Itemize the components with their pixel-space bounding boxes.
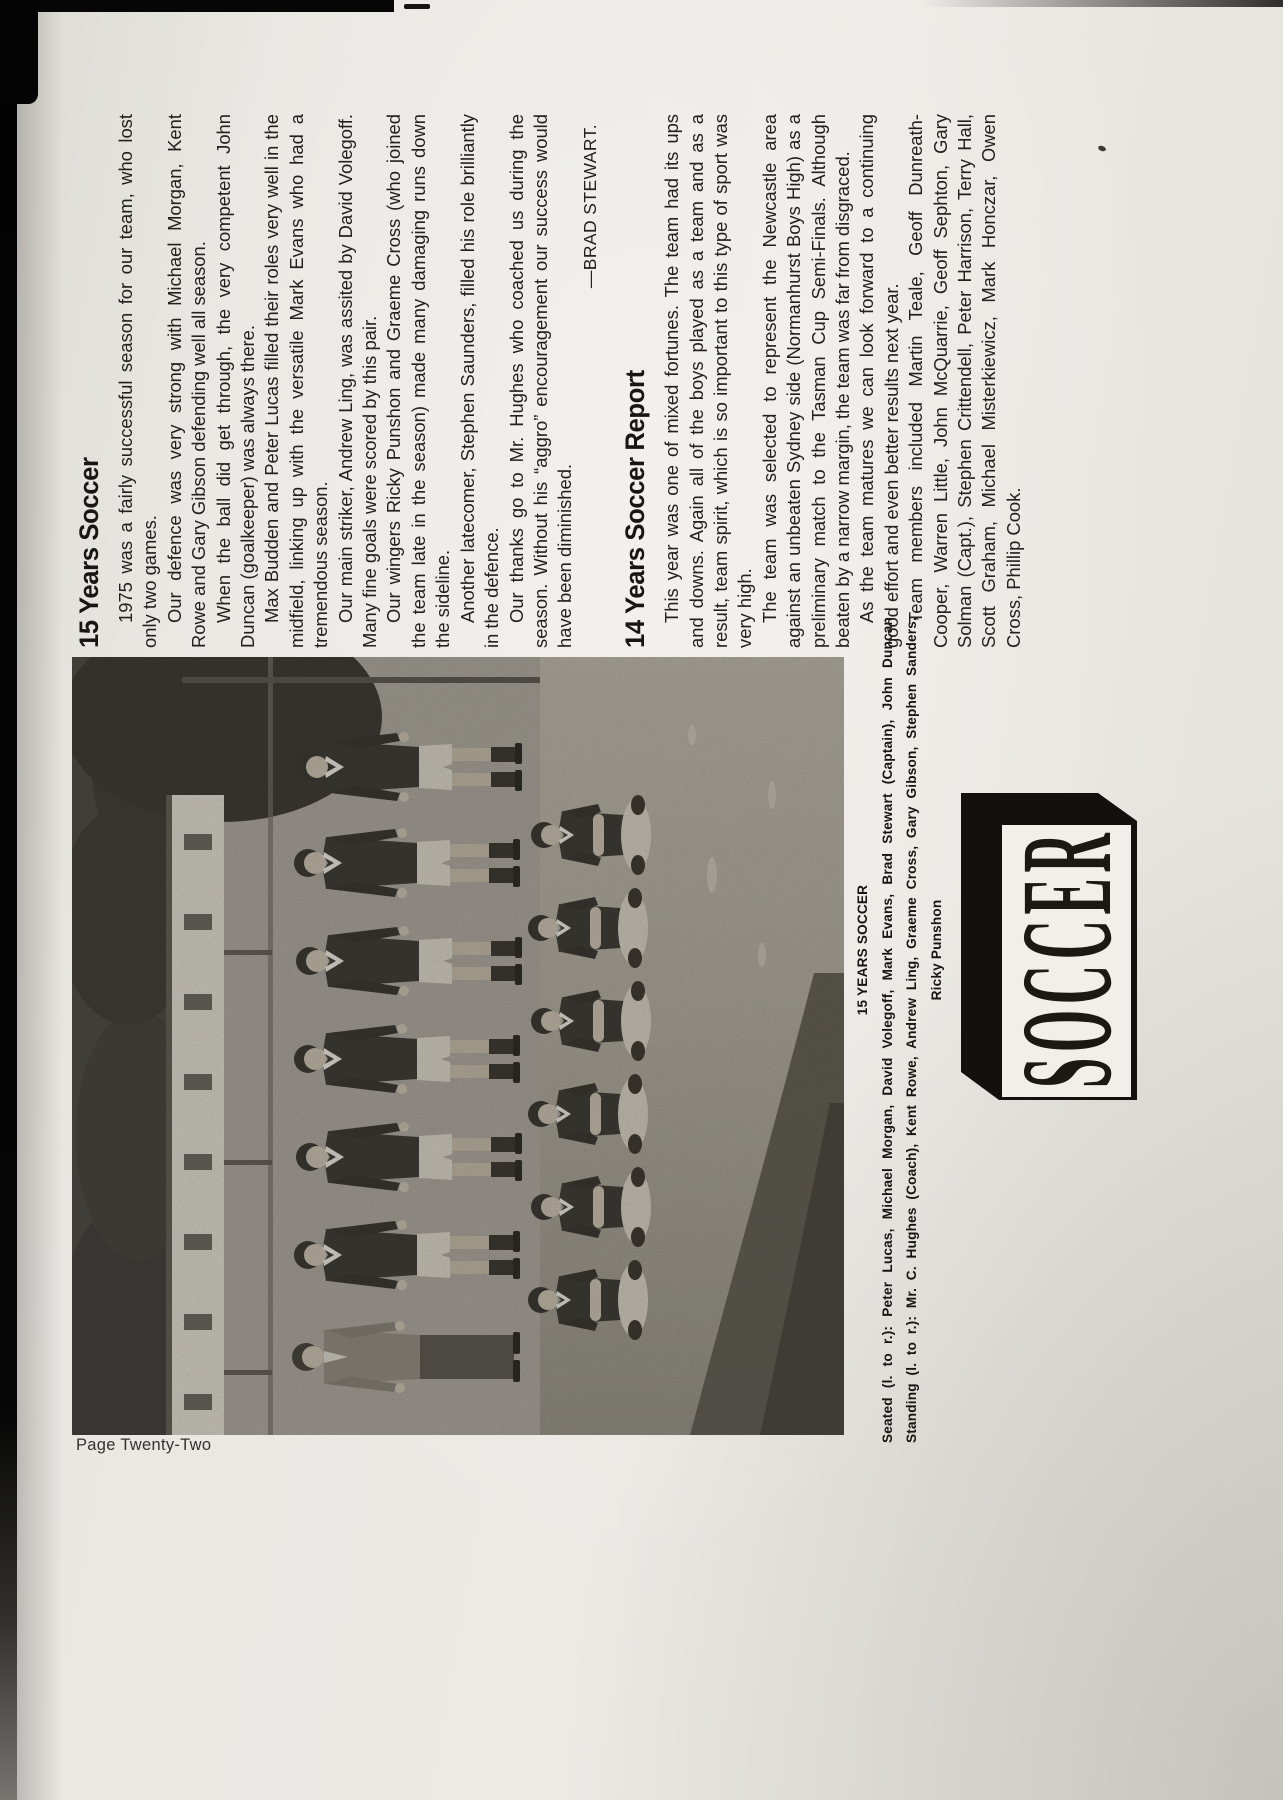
article-paragraph: Our wingers Ricky Punshon and Graeme Cross (who joined the team late in the season) made many damaging runs down the sideline. bbox=[383, 114, 454, 648]
scan-edge-top-right bbox=[923, 0, 1283, 7]
scan-edge-left bbox=[0, 0, 17, 1800]
scan-speck bbox=[404, 4, 430, 9]
caption-seated-row: Seated (l. to r.): Peter Lucas, Michael Morgan, David Volegoff, Mark Evans, Brad Stewart (Captain), John Duncan bbox=[879, 617, 895, 1443]
scan-edge-top bbox=[0, 0, 394, 12]
article-byline: —BRAD STEWART. bbox=[579, 124, 600, 289]
photo-grain bbox=[72, 657, 844, 1435]
article-paragraph: Max Budden and Peter Lucas filled their roles very well in the midfield, linking up with the versatile Mark Evans who had a tremendous season. bbox=[261, 114, 332, 648]
scan-gutter-shadow bbox=[17, 0, 63, 1800]
caption-title: 15 YEARS SOCCER bbox=[855, 884, 870, 1016]
article-paragraph: Team members included Martin Teale, Geoff Dunreath-Cooper, Warren Little, John McQuarrie, Geoff Sephton, Gary Solman (Capt.), Stephen Crittendell, Peter Harrison, Terry Hall, Scott Graham, Michael Misterkiewicz, Mark Honczar, Owen Cross, Phillip Cook. bbox=[905, 114, 1024, 648]
article-paragraph: Our thanks go to Mr. Hughes who coached us during the season. Without his “aggro” encouragement our success would have been diminished. bbox=[505, 114, 576, 648]
caption-overflow-name: Ricky Punshon bbox=[928, 899, 944, 1001]
article-paragraph: This year was one of mixed fortunes. The team had its ups and downs. Again all of the boys played as a team and as a result, team spirit, which is so important to this type of sport was very high. bbox=[661, 114, 756, 648]
article-paragraph: When the ball did get through, the very competent John Duncan (goalkeeper) was always there. bbox=[212, 114, 259, 648]
article-paragraph: 1975 was a fairly successful season for our team, who lost only two games. bbox=[115, 114, 161, 648]
article-paragraph: Our main striker, Andrew Ling, was assited by David Volegoff. Many fine goals were scored by this pair. bbox=[334, 114, 381, 648]
articles-column bbox=[74, 114, 1026, 648]
caption-standing-row: Standing (l. to r.): Mr. C. Hughes (Coach), Kent Rowe, Andrew Ling, Graeme Cross, Gary Gibson, Stephen Sanders, bbox=[904, 617, 919, 1443]
team-photo bbox=[72, 657, 844, 1435]
soccer-banner-face bbox=[994, 825, 1139, 1097]
scan-edge-top-corner bbox=[0, 0, 38, 104]
photo-caption bbox=[851, 617, 949, 1443]
article-title-15-years: 15 Years Soccer bbox=[74, 457, 104, 648]
page-number: Page Twenty-Two bbox=[76, 1436, 212, 1454]
article-paragraph: Our defence was very strong with Michael Morgan, Kent Rowe and Gary Gibson defending well all season. bbox=[163, 114, 210, 648]
article-title-14-years: 14 Years Soccer Report bbox=[620, 370, 651, 648]
soccer-banner bbox=[961, 793, 1137, 1100]
article-paragraph: The team was selected to represent the Newcastle area against an unbeaten Sydney side (Normanhurst Boys High) as a preliminary match to the Tasman Cup Semi-Finals. Although beaten by a narrow margin, the team was far from disgraced. bbox=[758, 114, 853, 648]
article-paragraph: As the team matures we can look forward to a continuing good effort and even better results next year. bbox=[856, 114, 902, 648]
soccer-banner-label: SOCCER bbox=[994, 828, 1139, 1089]
team-photo-illustration bbox=[72, 657, 844, 1435]
article-paragraph: Another latecomer, Stephen Saunders, filled his role brilliantly in the defence. bbox=[456, 114, 503, 648]
